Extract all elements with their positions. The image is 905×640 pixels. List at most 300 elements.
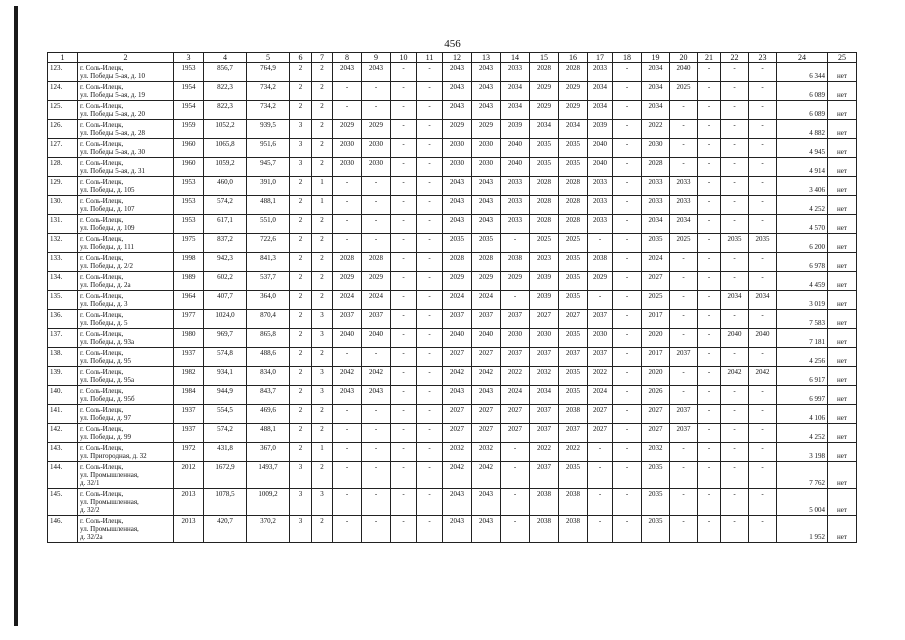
cell-col-17: 2037 (588, 310, 613, 329)
address-line: ул. Победы, д. 95 (80, 357, 132, 365)
column-number: 4 (204, 53, 247, 63)
cell-col-18: - (613, 489, 642, 516)
cell-col-7: 1 (312, 196, 333, 215)
address-cell (78, 462, 174, 489)
cell-col-4: 574,2 (204, 424, 247, 443)
cell-col-24: 6 089 (777, 82, 828, 101)
cell-col-18: - (613, 367, 642, 386)
cell-col-7: 2 (312, 82, 333, 101)
address-line: г. Соль-Илецк, (80, 64, 124, 72)
cell-col-21: - (698, 215, 721, 234)
address-line: ул. Победы 5-ая, д. 19 (80, 91, 145, 99)
address-line: г. Соль-Илецк, (80, 197, 124, 205)
cell-col-3: 1937 (174, 424, 204, 443)
cell-col-10: - (391, 120, 417, 139)
address-cell (78, 443, 174, 462)
cell-col-23: 2040 (749, 329, 777, 348)
cell-col-15: 2034 (530, 120, 559, 139)
row-number: 124. (48, 82, 78, 101)
cell-col-23: - (749, 489, 777, 516)
cell-col-19: 2027 (642, 424, 670, 443)
cell-col-9: - (362, 443, 391, 462)
table-row (48, 405, 857, 424)
cell-col-3: 1982 (174, 367, 204, 386)
cell-col-10: - (391, 516, 417, 543)
cell-col-16: 2038 (559, 489, 588, 516)
cell-col-22: 2035 (721, 234, 749, 253)
table-row (48, 462, 857, 489)
cell-col-4: 431,8 (204, 443, 247, 462)
cell-col-11: - (417, 405, 443, 424)
cell-col-13: 2043 (472, 489, 501, 516)
cell-col-12: 2043 (443, 101, 472, 120)
cell-col-10: - (391, 215, 417, 234)
cell-col-18: - (613, 386, 642, 405)
cell-col-7: 1 (312, 177, 333, 196)
cell-col-12: 2030 (443, 139, 472, 158)
address-line: г. Соль-Илецк, (80, 235, 124, 243)
cell-col-5: 469,6 (247, 405, 290, 424)
cell-col-10: - (391, 310, 417, 329)
cell-col-22: 2040 (721, 329, 749, 348)
cell-col-22: - (721, 516, 749, 543)
cell-col-18: - (613, 348, 642, 367)
cell-col-17: 2029 (588, 272, 613, 291)
cell-col-20: - (670, 367, 698, 386)
address-line: г. Соль-Илецк, (80, 425, 124, 433)
cell-col-7: 2 (312, 405, 333, 424)
address-line: д. 32/1 (80, 479, 100, 487)
cell-col-10: - (391, 63, 417, 82)
cell-col-6: 2 (290, 443, 312, 462)
cell-col-20: 2025 (670, 82, 698, 101)
cell-col-11: - (417, 234, 443, 253)
cell-col-17: 2033 (588, 196, 613, 215)
cell-col-4: 602,2 (204, 272, 247, 291)
address-line: д. 32/2 (80, 506, 100, 514)
cell-col-12: 2043 (443, 177, 472, 196)
cell-col-7: 2 (312, 424, 333, 443)
cell-col-11: - (417, 177, 443, 196)
cell-col-15: 2037 (530, 424, 559, 443)
cell-col-8: 2042 (333, 367, 362, 386)
cell-col-3: 2013 (174, 516, 204, 543)
cell-col-10: - (391, 272, 417, 291)
cell-col-15: 2035 (530, 158, 559, 177)
cell-col-15: 2039 (530, 272, 559, 291)
cell-col-11: - (417, 139, 443, 158)
cell-col-16: 2035 (559, 272, 588, 291)
cell-col-5: 865,8 (247, 329, 290, 348)
column-number: 13 (472, 53, 501, 63)
cell-col-17: - (588, 291, 613, 310)
cell-col-5: 834,0 (247, 367, 290, 386)
cell-col-21: - (698, 310, 721, 329)
address-line: ул. Победы, д. 111 (80, 243, 135, 251)
cell-col-3: 1953 (174, 196, 204, 215)
cell-col-22: - (721, 462, 749, 489)
cell-col-5: 734,2 (247, 82, 290, 101)
table-row (48, 234, 857, 253)
cell-col-17: 2033 (588, 177, 613, 196)
column-number-row (48, 53, 857, 63)
cell-col-22: - (721, 310, 749, 329)
address-cell (78, 516, 174, 543)
cell-col-18: - (613, 405, 642, 424)
cell-col-13: 2027 (472, 405, 501, 424)
cell-col-13: 2029 (472, 120, 501, 139)
cell-col-17: 2038 (588, 253, 613, 272)
column-number: 15 (530, 53, 559, 63)
cell-col-24: 4 945 (777, 139, 828, 158)
cell-col-6: 2 (290, 329, 312, 348)
cell-col-16: 2025 (559, 234, 588, 253)
cell-col-25: нет (828, 329, 857, 348)
cell-col-15: 2037 (530, 405, 559, 424)
cell-col-7: 2 (312, 101, 333, 120)
cell-col-7: 2 (312, 272, 333, 291)
row-number: 138. (48, 348, 78, 367)
address-line: ул. Промышленная, (80, 498, 139, 506)
table-row (48, 215, 857, 234)
cell-col-3: 1960 (174, 139, 204, 158)
cell-col-14: 2024 (501, 386, 530, 405)
row-number: 142. (48, 424, 78, 443)
cell-col-9: 2043 (362, 386, 391, 405)
cell-col-19: 2034 (642, 215, 670, 234)
cell-col-23: - (749, 405, 777, 424)
cell-col-17: - (588, 234, 613, 253)
cell-col-19: 2030 (642, 139, 670, 158)
cell-col-12: 2043 (443, 386, 472, 405)
address-line: ул. Победы, д. 3 (80, 300, 128, 308)
cell-col-8: 2029 (333, 272, 362, 291)
table-row (48, 386, 857, 405)
column-number: 5 (247, 53, 290, 63)
cell-col-6: 3 (290, 158, 312, 177)
row-number: 144. (48, 462, 78, 489)
row-number: 133. (48, 253, 78, 272)
cell-col-13: 2042 (472, 462, 501, 489)
cell-col-25: нет (828, 215, 857, 234)
cell-col-25: нет (828, 516, 857, 543)
cell-col-24: 4 914 (777, 158, 828, 177)
cell-col-13: 2043 (472, 516, 501, 543)
cell-col-8: 2037 (333, 310, 362, 329)
cell-col-13: 2030 (472, 158, 501, 177)
row-number: 145. (48, 489, 78, 516)
cell-col-25: нет (828, 63, 857, 82)
cell-col-4: 934,1 (204, 367, 247, 386)
row-number: 127. (48, 139, 78, 158)
cell-col-9: - (362, 489, 391, 516)
cell-col-4: 944,9 (204, 386, 247, 405)
cell-col-10: - (391, 489, 417, 516)
cell-col-16: 2028 (559, 215, 588, 234)
cell-col-12: 2043 (443, 63, 472, 82)
address-cell (78, 215, 174, 234)
cell-col-21: - (698, 443, 721, 462)
cell-col-9: - (362, 424, 391, 443)
cell-col-20: - (670, 272, 698, 291)
cell-col-13: 2043 (472, 177, 501, 196)
address-line: г. Соль-Илецк, (80, 330, 124, 338)
cell-col-21: - (698, 234, 721, 253)
cell-col-23: - (749, 63, 777, 82)
cell-col-22: - (721, 443, 749, 462)
cell-col-8: - (333, 489, 362, 516)
cell-col-6: 3 (290, 462, 312, 489)
cell-col-14: 2027 (501, 424, 530, 443)
cell-col-20: 2037 (670, 424, 698, 443)
cell-col-25: нет (828, 272, 857, 291)
column-number: 21 (698, 53, 721, 63)
cell-col-6: 2 (290, 63, 312, 82)
address-line: ул. Победы, д. 95б (80, 395, 135, 403)
cell-col-15: 2023 (530, 253, 559, 272)
address-line: ул. Победы 5-ая, д. 10 (80, 72, 145, 80)
cell-col-8: - (333, 348, 362, 367)
cell-col-8: 2043 (333, 63, 362, 82)
cell-col-12: 2035 (443, 234, 472, 253)
cell-col-17: - (588, 462, 613, 489)
cell-col-23: - (749, 196, 777, 215)
cell-col-24: 4 882 (777, 120, 828, 139)
cell-col-4: 822,3 (204, 101, 247, 120)
cell-col-17: 2034 (588, 101, 613, 120)
cell-col-9: 2030 (362, 158, 391, 177)
cell-col-16: 2038 (559, 405, 588, 424)
cell-col-22: - (721, 386, 749, 405)
cell-col-3: 1977 (174, 310, 204, 329)
address-cell (78, 348, 174, 367)
cell-col-9: - (362, 462, 391, 489)
cell-col-18: - (613, 101, 642, 120)
cell-col-13: 2043 (472, 101, 501, 120)
cell-col-7: 2 (312, 348, 333, 367)
cell-col-10: - (391, 348, 417, 367)
address-line: ул. Победы, д. 93а (80, 338, 135, 346)
cell-col-7: 2 (312, 234, 333, 253)
row-number: 131. (48, 215, 78, 234)
cell-col-11: - (417, 367, 443, 386)
cell-col-7: 3 (312, 367, 333, 386)
cell-col-20: - (670, 462, 698, 489)
cell-col-20: - (670, 120, 698, 139)
cell-col-9: - (362, 405, 391, 424)
cell-col-22: - (721, 158, 749, 177)
cell-col-21: - (698, 329, 721, 348)
cell-col-4: 1078,5 (204, 489, 247, 516)
cell-col-20: - (670, 489, 698, 516)
cell-col-23: - (749, 120, 777, 139)
cell-col-15: 2028 (530, 177, 559, 196)
column-number: 16 (559, 53, 588, 63)
cell-col-16: 2037 (559, 348, 588, 367)
cell-col-6: 3 (290, 516, 312, 543)
cell-col-15: 2038 (530, 489, 559, 516)
cell-col-4: 942,3 (204, 253, 247, 272)
cell-col-13: 2043 (472, 63, 501, 82)
cell-col-4: 837,2 (204, 234, 247, 253)
cell-col-20: 2040 (670, 63, 698, 82)
cell-col-15: 2029 (530, 82, 559, 101)
cell-col-13: 2029 (472, 272, 501, 291)
cell-col-8: - (333, 234, 362, 253)
cell-col-23: - (749, 516, 777, 543)
cell-col-10: - (391, 101, 417, 120)
address-cell (78, 63, 174, 82)
cell-col-16: 2037 (559, 424, 588, 443)
cell-col-24: 7 762 (777, 462, 828, 489)
housing-register-table (47, 52, 857, 543)
cell-col-23: 2042 (749, 367, 777, 386)
cell-col-15: 2028 (530, 196, 559, 215)
row-number: 146. (48, 516, 78, 543)
cell-col-17: - (588, 443, 613, 462)
cell-col-10: - (391, 405, 417, 424)
cell-col-24: 7 583 (777, 310, 828, 329)
address-line: г. Соль-Илецк, (80, 121, 124, 129)
cell-col-25: нет (828, 253, 857, 272)
address-line: ул. Победы, д. 97 (80, 414, 132, 422)
cell-col-6: 2 (290, 272, 312, 291)
table-row (48, 310, 857, 329)
cell-col-7: 2 (312, 253, 333, 272)
cell-col-5: 551,0 (247, 215, 290, 234)
cell-col-20: - (670, 310, 698, 329)
cell-col-23: - (749, 386, 777, 405)
cell-col-9: - (362, 177, 391, 196)
cell-col-3: 1937 (174, 348, 204, 367)
cell-col-14: 2039 (501, 120, 530, 139)
cell-col-19: 2027 (642, 272, 670, 291)
cell-col-11: - (417, 272, 443, 291)
cell-col-23: - (749, 139, 777, 158)
cell-col-7: 3 (312, 310, 333, 329)
cell-col-19: 2026 (642, 386, 670, 405)
cell-col-12: 2027 (443, 348, 472, 367)
cell-col-24: 1 952 (777, 516, 828, 543)
cell-col-21: - (698, 177, 721, 196)
cell-col-9: - (362, 215, 391, 234)
cell-col-14: - (501, 489, 530, 516)
cell-col-10: - (391, 139, 417, 158)
cell-col-19: 2022 (642, 120, 670, 139)
cell-col-15: 2037 (530, 462, 559, 489)
cell-col-3: 1964 (174, 291, 204, 310)
cell-col-17: - (588, 516, 613, 543)
address-cell (78, 329, 174, 348)
cell-col-18: - (613, 462, 642, 489)
cell-col-20: - (670, 291, 698, 310)
address-line: г. Соль-Илецк, (80, 463, 124, 471)
column-number: 6 (290, 53, 312, 63)
cell-col-8: - (333, 177, 362, 196)
address-cell (78, 101, 174, 120)
cell-col-22: - (721, 120, 749, 139)
cell-col-14: 2033 (501, 196, 530, 215)
column-number: 23 (749, 53, 777, 63)
table-row (48, 158, 857, 177)
cell-col-7: 2 (312, 139, 333, 158)
cell-col-3: 1954 (174, 101, 204, 120)
cell-col-17: 2040 (588, 139, 613, 158)
cell-col-11: - (417, 310, 443, 329)
cell-col-3: 1989 (174, 272, 204, 291)
cell-col-25: нет (828, 101, 857, 120)
cell-col-18: - (613, 139, 642, 158)
cell-col-5: 945,7 (247, 158, 290, 177)
cell-col-24: 6 200 (777, 234, 828, 253)
cell-col-23: - (749, 101, 777, 120)
cell-col-15: 2028 (530, 63, 559, 82)
cell-col-25: нет (828, 424, 857, 443)
cell-col-5: 722,6 (247, 234, 290, 253)
cell-col-24: 7 181 (777, 329, 828, 348)
cell-col-9: 2043 (362, 63, 391, 82)
column-number: 11 (417, 53, 443, 63)
cell-col-18: - (613, 291, 642, 310)
cell-col-4: 856,7 (204, 63, 247, 82)
page-number: 456 (444, 38, 461, 50)
cell-col-20: - (670, 443, 698, 462)
cell-col-25: нет (828, 386, 857, 405)
cell-col-4: 969,7 (204, 329, 247, 348)
address-line: ул. Пригородная, д. 32 (80, 452, 147, 460)
cell-col-17: 2040 (588, 158, 613, 177)
cell-col-19: 2034 (642, 101, 670, 120)
cell-col-23: 2035 (749, 234, 777, 253)
cell-col-22: - (721, 272, 749, 291)
cell-col-16: 2038 (559, 516, 588, 543)
cell-col-4: 407,7 (204, 291, 247, 310)
cell-col-4: 420,7 (204, 516, 247, 543)
cell-col-6: 3 (290, 489, 312, 516)
address-cell (78, 367, 174, 386)
address-cell (78, 310, 174, 329)
cell-col-23: - (749, 348, 777, 367)
address-line: ул. Победы, д. 2а (80, 281, 131, 289)
cell-col-16: 2035 (559, 386, 588, 405)
cell-col-10: - (391, 82, 417, 101)
address-line: г. Соль-Илецк, (80, 349, 124, 357)
cell-col-18: - (613, 158, 642, 177)
cell-col-12: 2043 (443, 215, 472, 234)
cell-col-3: 1980 (174, 329, 204, 348)
cell-col-16: 2035 (559, 291, 588, 310)
cell-col-14: 2037 (501, 310, 530, 329)
address-line: ул. Победы 5-ая, д. 20 (80, 110, 145, 118)
cell-col-16: 2029 (559, 82, 588, 101)
address-cell (78, 489, 174, 516)
cell-col-11: - (417, 329, 443, 348)
cell-col-3: 1998 (174, 253, 204, 272)
address-line: г. Соль-Илецк, (80, 490, 124, 498)
cell-col-19: 2017 (642, 348, 670, 367)
cell-col-11: - (417, 462, 443, 489)
cell-col-22: - (721, 101, 749, 120)
cell-col-4: 460,0 (204, 177, 247, 196)
cell-col-9: - (362, 196, 391, 215)
cell-col-23: - (749, 462, 777, 489)
cell-col-6: 3 (290, 139, 312, 158)
cell-col-21: - (698, 272, 721, 291)
cell-col-11: - (417, 82, 443, 101)
cell-col-18: - (613, 516, 642, 543)
cell-col-19: 2028 (642, 158, 670, 177)
address-cell (78, 272, 174, 291)
